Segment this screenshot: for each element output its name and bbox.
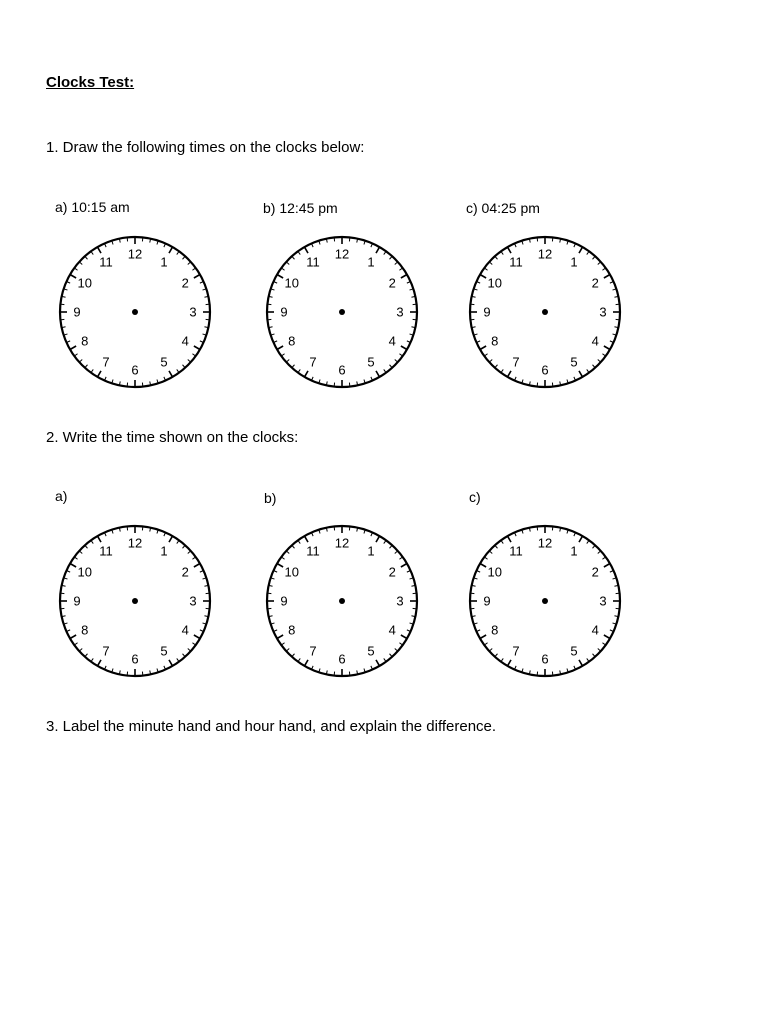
clock-number: 10 <box>77 275 93 291</box>
minute-tick <box>598 551 601 554</box>
minute-tick <box>188 551 191 554</box>
minute-tick <box>579 247 583 253</box>
minute-tick <box>183 365 186 368</box>
minute-tick <box>376 247 380 253</box>
clock-number: 5 <box>570 643 578 659</box>
clock-number: 10 <box>77 564 93 580</box>
minute-tick <box>376 660 380 666</box>
minute-tick <box>277 564 283 568</box>
minute-tick <box>194 564 200 568</box>
minute-tick <box>98 660 102 666</box>
clock-number: 11 <box>509 254 523 270</box>
clock-number: 9 <box>73 304 81 320</box>
clock-number: 6 <box>338 362 346 378</box>
center-dot <box>339 309 345 315</box>
minute-tick <box>579 371 583 377</box>
minute-tick <box>390 365 393 368</box>
minute-tick <box>70 564 76 568</box>
minute-tick <box>305 660 309 666</box>
clock-number: 1 <box>570 254 578 270</box>
clock-svg <box>465 232 625 392</box>
minute-tick <box>85 545 88 548</box>
minute-tick <box>292 256 295 259</box>
clock-number: 7 <box>102 643 110 659</box>
clock-label-1a: a) 10:15 am <box>55 199 130 215</box>
clock-face-2c[interactable] <box>465 521 625 681</box>
clock-number: 9 <box>280 304 288 320</box>
minute-tick <box>188 360 191 363</box>
minute-tick <box>305 536 309 542</box>
minute-tick <box>305 247 309 253</box>
minute-tick <box>579 536 583 542</box>
clock-number: 12 <box>537 535 553 551</box>
clock-number: 4 <box>388 333 396 349</box>
minute-tick <box>480 346 486 350</box>
clock-number: 7 <box>102 354 110 370</box>
clock-number: 11 <box>306 543 320 559</box>
clock-number: 7 <box>512 643 520 659</box>
clock-number: 4 <box>181 333 189 349</box>
minute-tick <box>495 256 498 259</box>
clock-number: 8 <box>288 622 296 638</box>
minute-tick <box>188 262 191 265</box>
clock-svg <box>55 232 215 392</box>
minute-tick <box>70 635 76 639</box>
center-dot <box>339 598 345 604</box>
minute-tick <box>70 346 76 350</box>
minute-tick <box>286 649 289 652</box>
clock-number: 7 <box>309 354 317 370</box>
minute-tick <box>604 275 610 279</box>
clock-number: 5 <box>160 643 168 659</box>
minute-tick <box>480 275 486 279</box>
minute-tick <box>395 649 398 652</box>
clock-face-2a[interactable] <box>55 521 215 681</box>
clock-number: 4 <box>181 622 189 638</box>
minute-tick <box>292 365 295 368</box>
question-2: 2. Write the time shown on the clocks: <box>46 429 299 446</box>
minute-tick <box>508 371 512 377</box>
clock-number: 1 <box>570 543 578 559</box>
minute-tick <box>292 654 295 657</box>
minute-tick <box>395 551 398 554</box>
clock-label-1c: c) 04:25 pm <box>466 200 540 216</box>
clock-number: 9 <box>483 304 491 320</box>
clock-number: 8 <box>81 333 89 349</box>
minute-tick <box>598 262 601 265</box>
minute-tick <box>395 262 398 265</box>
minute-tick <box>593 365 596 368</box>
minute-tick <box>495 545 498 548</box>
clock-face-2b[interactable] <box>262 521 422 681</box>
minute-tick <box>277 275 283 279</box>
minute-tick <box>489 360 492 363</box>
clock-number: 2 <box>181 564 189 580</box>
minute-tick <box>183 256 186 259</box>
clock-number: 11 <box>99 254 113 270</box>
minute-tick <box>604 346 610 350</box>
minute-tick <box>183 654 186 657</box>
page-title: Clocks Test: <box>46 74 135 91</box>
clock-number: 4 <box>591 333 599 349</box>
clock-number: 4 <box>388 622 396 638</box>
clock-number: 6 <box>131 651 139 667</box>
clock-number: 10 <box>487 275 503 291</box>
clock-number: 1 <box>160 254 168 270</box>
minute-tick <box>286 551 289 554</box>
clock-number: 3 <box>396 593 404 609</box>
minute-tick <box>277 635 283 639</box>
clock-number: 7 <box>309 643 317 659</box>
clock-label-2b: b) <box>264 490 277 506</box>
minute-tick <box>169 660 173 666</box>
clock-number: 2 <box>181 275 189 291</box>
minute-tick <box>169 247 173 253</box>
minute-tick <box>604 564 610 568</box>
clock-number: 2 <box>591 564 599 580</box>
minute-tick <box>395 360 398 363</box>
clock-svg <box>55 521 215 681</box>
minute-tick <box>85 256 88 259</box>
clock-number: 6 <box>338 651 346 667</box>
minute-tick <box>508 660 512 666</box>
minute-tick <box>98 247 102 253</box>
minute-tick <box>194 635 200 639</box>
center-dot <box>132 598 138 604</box>
clock-number: 2 <box>388 275 396 291</box>
minute-tick <box>188 649 191 652</box>
clock-svg <box>262 521 422 681</box>
clock-number: 8 <box>491 622 499 638</box>
clock-number: 3 <box>189 593 197 609</box>
clock-number: 10 <box>284 275 300 291</box>
minute-tick <box>489 262 492 265</box>
minute-tick <box>598 649 601 652</box>
clock-number: 12 <box>334 246 350 262</box>
minute-tick <box>593 654 596 657</box>
clock-number: 2 <box>388 564 396 580</box>
clock-face-1c[interactable] <box>465 232 625 392</box>
clock-number: 7 <box>512 354 520 370</box>
center-dot <box>132 309 138 315</box>
minute-tick <box>593 256 596 259</box>
minute-tick <box>390 654 393 657</box>
clock-number: 11 <box>306 254 320 270</box>
clock-label-2c: c) <box>469 489 481 505</box>
minute-tick <box>79 649 82 652</box>
minute-tick <box>508 536 512 542</box>
minute-tick <box>194 275 200 279</box>
minute-tick <box>390 256 393 259</box>
minute-tick <box>489 649 492 652</box>
minute-tick <box>495 654 498 657</box>
minute-tick <box>579 660 583 666</box>
clock-number: 1 <box>367 254 375 270</box>
clock-number: 5 <box>367 643 375 659</box>
minute-tick <box>480 635 486 639</box>
clock-number: 10 <box>487 564 503 580</box>
clock-number: 12 <box>127 535 143 551</box>
minute-tick <box>286 262 289 265</box>
clock-number: 1 <box>367 543 375 559</box>
minute-tick <box>401 564 407 568</box>
minute-tick <box>70 275 76 279</box>
center-dot <box>542 309 548 315</box>
minute-tick <box>401 346 407 350</box>
question-1: 1. Draw the following times on the clocks below: <box>46 139 365 156</box>
clock-number: 5 <box>160 354 168 370</box>
clock-number: 8 <box>288 333 296 349</box>
clock-number: 3 <box>599 593 607 609</box>
minute-tick <box>169 536 173 542</box>
clock-number: 1 <box>160 543 168 559</box>
clock-number: 9 <box>483 593 491 609</box>
minute-tick <box>489 551 492 554</box>
minute-tick <box>593 545 596 548</box>
clock-number: 3 <box>599 304 607 320</box>
clock-number: 6 <box>131 362 139 378</box>
clock-number: 11 <box>509 543 523 559</box>
minute-tick <box>401 635 407 639</box>
clock-number: 8 <box>491 333 499 349</box>
minute-tick <box>376 536 380 542</box>
clock-number: 4 <box>591 622 599 638</box>
minute-tick <box>598 360 601 363</box>
clock-number: 3 <box>189 304 197 320</box>
clock-number: 10 <box>284 564 300 580</box>
clock-svg <box>465 521 625 681</box>
clock-number: 11 <box>99 543 113 559</box>
minute-tick <box>79 262 82 265</box>
clock-label-2a: a) <box>55 488 68 504</box>
minute-tick <box>79 360 82 363</box>
clock-number: 9 <box>280 593 288 609</box>
minute-tick <box>79 551 82 554</box>
clock-face-1a[interactable] <box>55 232 215 392</box>
clock-number: 5 <box>570 354 578 370</box>
minute-tick <box>183 545 186 548</box>
center-dot <box>542 598 548 604</box>
clock-number: 8 <box>81 622 89 638</box>
clock-label-1b: b) 12:45 pm <box>263 200 338 216</box>
minute-tick <box>98 371 102 377</box>
minute-tick <box>480 564 486 568</box>
minute-tick <box>85 654 88 657</box>
minute-tick <box>495 365 498 368</box>
clock-number: 12 <box>127 246 143 262</box>
minute-tick <box>194 346 200 350</box>
minute-tick <box>292 545 295 548</box>
minute-tick <box>376 371 380 377</box>
minute-tick <box>401 275 407 279</box>
minute-tick <box>98 536 102 542</box>
clock-svg <box>262 232 422 392</box>
clock-number: 2 <box>591 275 599 291</box>
clock-number: 9 <box>73 593 81 609</box>
clock-number: 12 <box>537 246 553 262</box>
clock-number: 3 <box>396 304 404 320</box>
clock-number: 6 <box>541 651 549 667</box>
minute-tick <box>390 545 393 548</box>
minute-tick <box>85 365 88 368</box>
minute-tick <box>305 371 309 377</box>
clock-number: 5 <box>367 354 375 370</box>
clock-face-1b[interactable] <box>262 232 422 392</box>
clock-number: 12 <box>334 535 350 551</box>
clock-number: 6 <box>541 362 549 378</box>
minute-tick <box>286 360 289 363</box>
minute-tick <box>277 346 283 350</box>
minute-tick <box>508 247 512 253</box>
minute-tick <box>604 635 610 639</box>
question-3: 3. Label the minute hand and hour hand, and explain the difference. <box>46 718 497 735</box>
minute-tick <box>169 371 173 377</box>
